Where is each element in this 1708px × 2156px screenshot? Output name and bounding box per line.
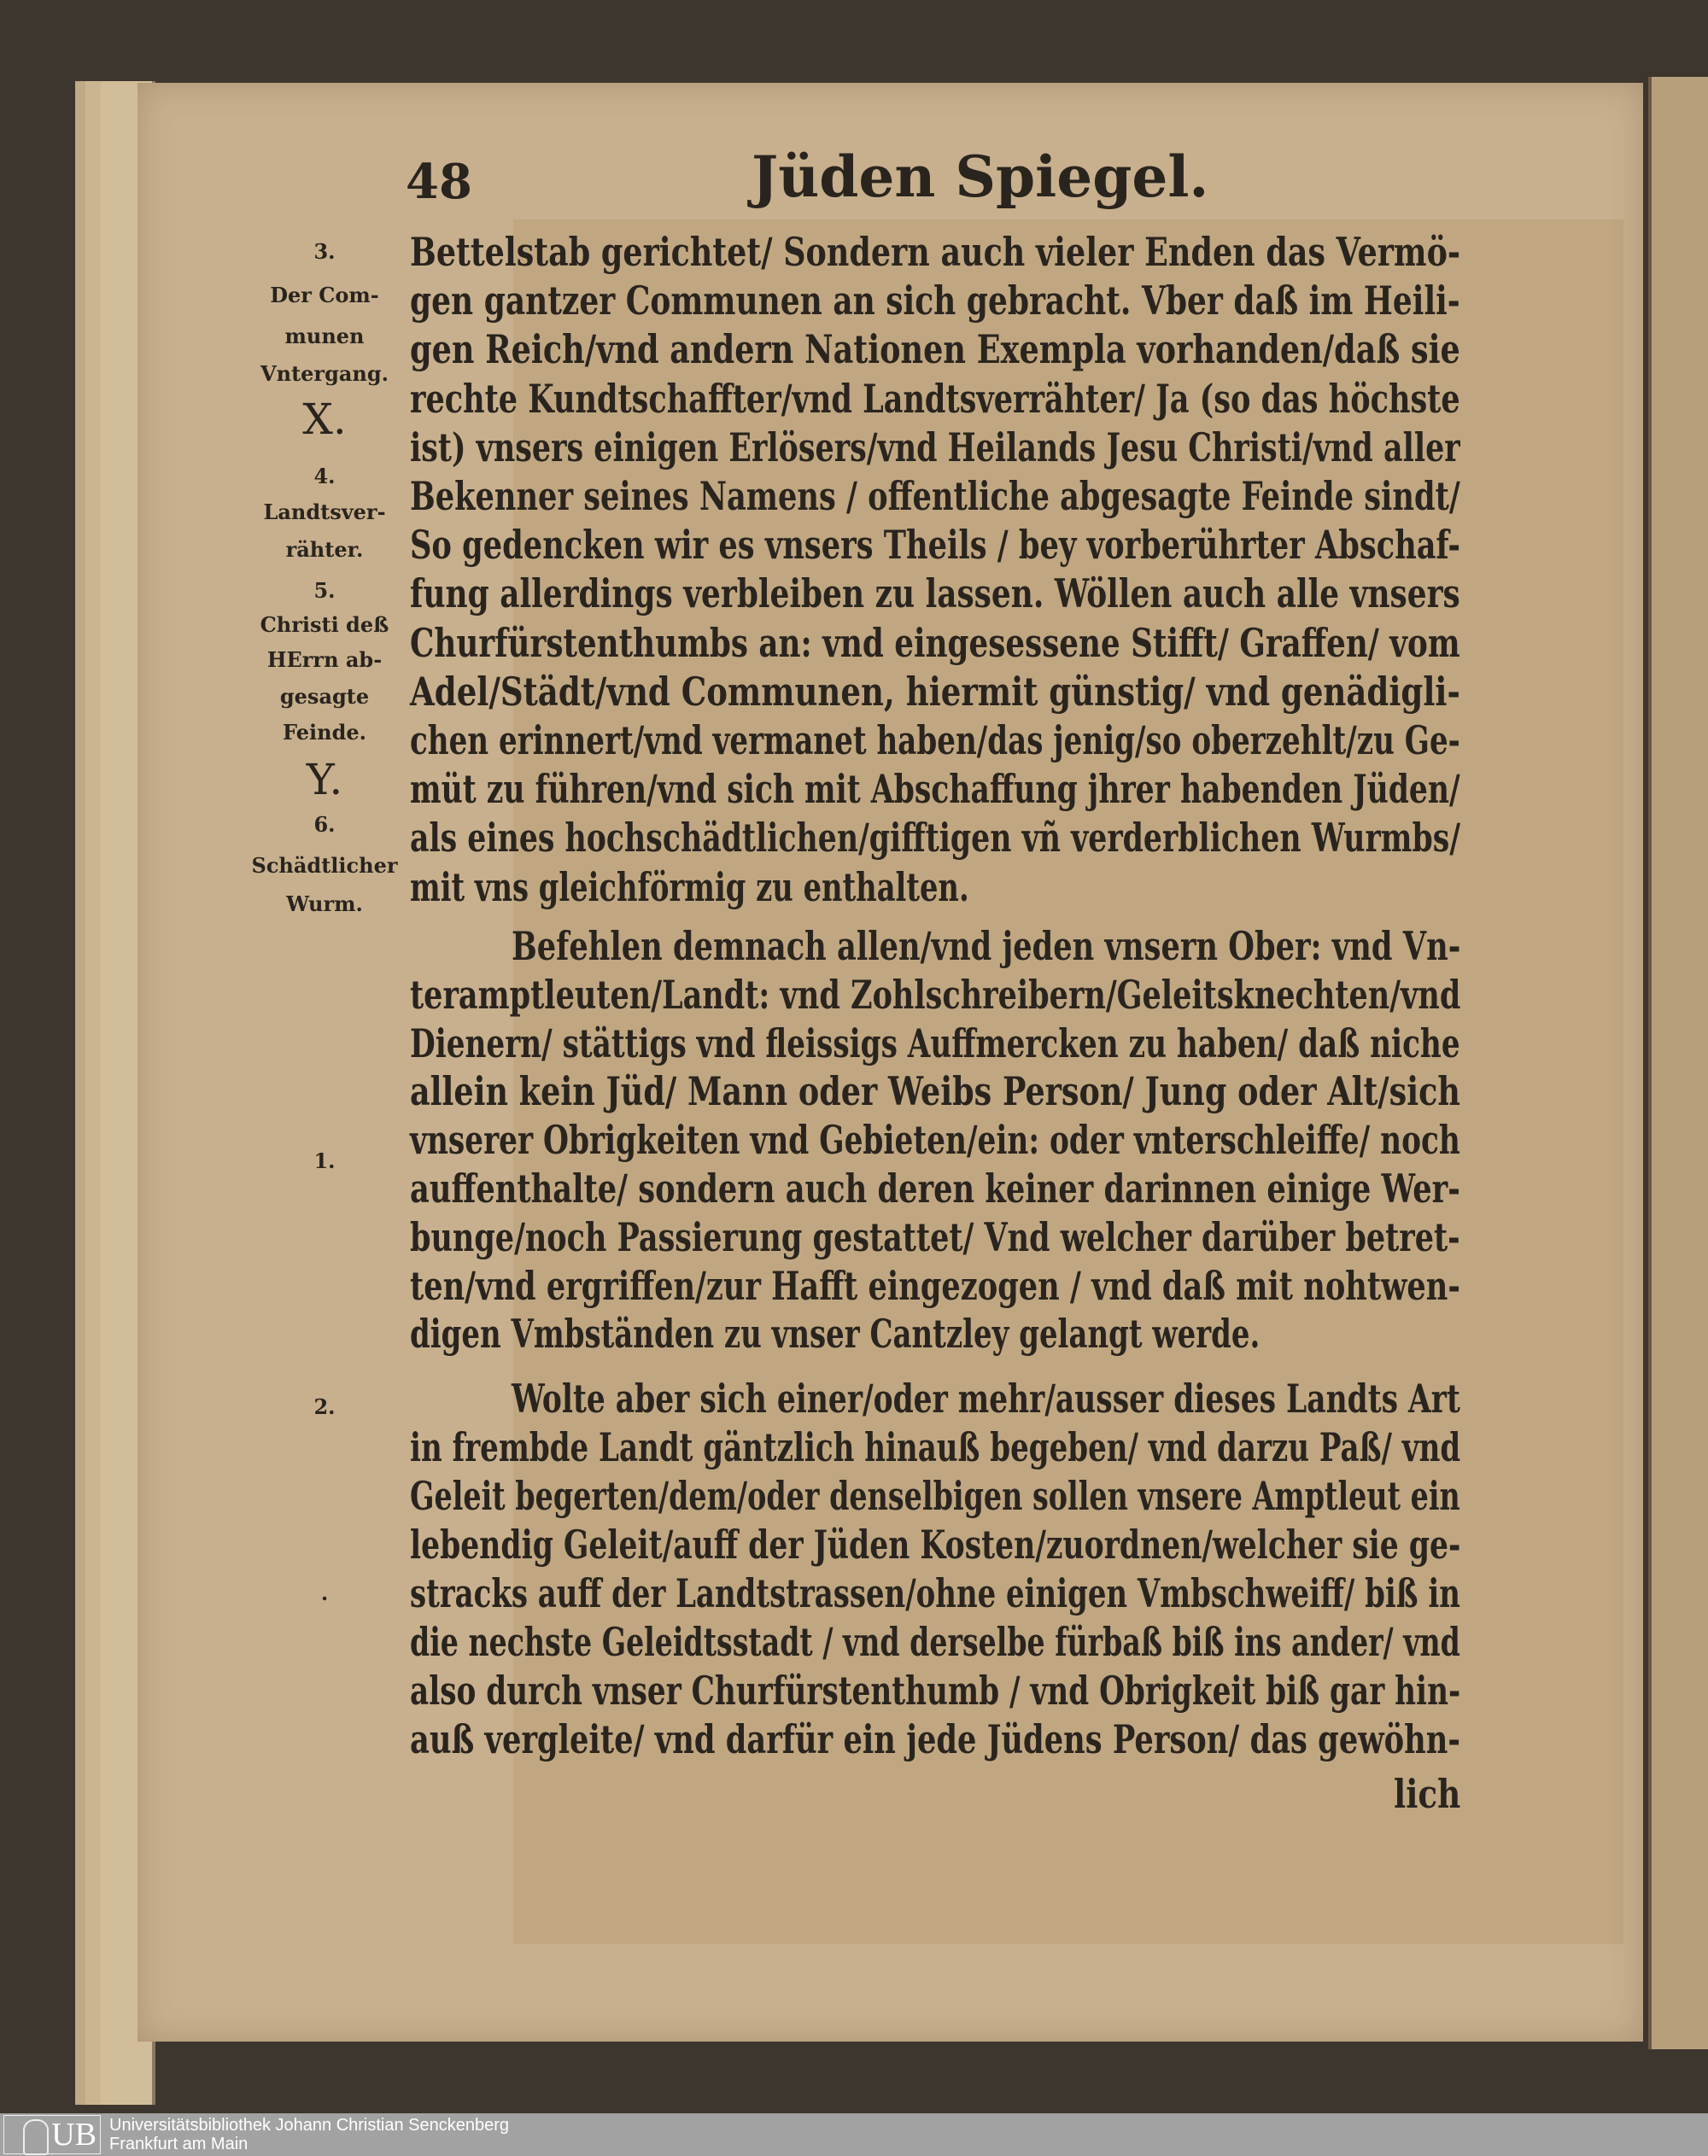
text-line: Dienern/ stättigs vnd fleissigs Auffmercken zu haben/ daß niche <box>410 1020 1460 1066</box>
text-line: digen Vmbständen zu vnser Cantzley gelangt werde. <box>410 1311 1261 1358</box>
margin-note: Der Com- <box>270 283 379 307</box>
text-line: bunge/noch Passierung gestattet/ Vnd welcher darüber betret- <box>410 1213 1460 1260</box>
text-line: allein kein Jüd/ Mann oder Weibs Person/ Jung oder Alt/sich <box>410 1068 1460 1115</box>
margin-note: 3. <box>313 239 336 264</box>
facing-page-edge <box>1648 77 1708 2049</box>
text-line: rechte Kundtschaffter/vnd Landtsverrähter/ Ja (so das höchste <box>410 375 1460 422</box>
text-line: müt zu führen/vnd sich mit Abschaffung jhrer habenden Jüden/ <box>410 766 1460 813</box>
margin-note: Landtsver- <box>263 500 386 524</box>
margin-note: X. <box>302 394 347 444</box>
library-footer <box>0 2113 1708 2156</box>
margin-note: 1. <box>313 1148 336 1173</box>
page-number: 48 <box>406 154 472 210</box>
running-title: Jüden Spiegel. <box>752 143 1209 210</box>
text-line: lebendig Geleit/auff der Jüden Kosten/zuordnen/welcher sie ge- <box>410 1522 1461 1568</box>
margin-note: Feinde. <box>283 720 366 745</box>
margin-note: 5. <box>313 578 336 603</box>
text-line: fung allerdings verbleiben zu lassen. Wöllen auch alle vnsers <box>410 570 1460 617</box>
margin-note: munen <box>284 324 365 348</box>
margin-note: 2. <box>313 1394 336 1419</box>
margin-note: gesagte <box>279 684 370 709</box>
margin-note: Wurm. <box>286 891 363 916</box>
text-line: stracks auff der Landtstrassen/ohne einigen Vmbschweiff/ biß in <box>410 1570 1460 1616</box>
text-line: gen Reich/vnd andern Nationen Exempla vorhanden/daß sie <box>410 326 1460 373</box>
margin-note: rähter. <box>285 537 364 562</box>
text-line: in frembde Landt gäntzlich hinauß begeben/ vnd darzu Paß/ vnd <box>410 1424 1461 1470</box>
text-line: gen gantzer Communen an sich gebracht. Vber daß im Heili- <box>410 278 1460 324</box>
ub-logo[interactable]: UB <box>3 2115 101 2154</box>
text-line: Churfürstenthumbs an: vnd eingesessene Stifft/ Graffen/ vom <box>410 619 1460 666</box>
margin-note: . <box>320 1580 329 1605</box>
text-line: Adel/Städt/vnd Communen, hiermit günstig/ vnd genädigli- <box>410 668 1460 715</box>
text-line: So gedencken wir es vnsers Theils / bey vorberührter Abschaf- <box>410 522 1461 569</box>
margin-note: Christi deß <box>260 612 389 637</box>
portrait-icon <box>23 2119 49 2155</box>
margin-note: 6. <box>313 812 336 837</box>
text-line: Bekenner seines Namens / offentliche abgesagte Feinde sindt/ <box>410 473 1460 519</box>
text-line: die nechste Geleidtsstadt / vnd derselbe fürbaß biß ins ander/ vnd <box>410 1619 1460 1665</box>
text-line: Bettelstab gerichtet/ Sondern auch vieler Enden das Vermö- <box>410 229 1461 275</box>
margin-note: Vntergang. <box>260 361 389 386</box>
margin-note: Schädtlicher <box>251 853 398 878</box>
text-line: Befehlen demnach allen/vnd jeden vnsern Ober: vnd Vn- <box>512 923 1461 969</box>
text-line: ten/vnd ergriffen/zur Hafft eingezogen / vnd daß mit nohtwen- <box>410 1262 1460 1309</box>
margin-note: HErrn ab- <box>266 647 383 672</box>
text-line: auffenthalte/ sondern auch deren keiner darinnen einige Wer- <box>410 1166 1460 1212</box>
text-line: mit vns gleichförmig zu enthalten. <box>410 863 969 910</box>
text-line: vnserer Obrigkeiten vnd Gebieten/ein: oder vnterschleiffe/ noch <box>410 1117 1460 1164</box>
text-line: chen erinnert/vnd vermanet haben/das jenig/so oberzehlt/zu Ge- <box>410 717 1460 763</box>
text-line: also durch vnser Churfürstenthumb / vnd Obrigkeit biß gar hin- <box>410 1668 1461 1714</box>
margin-note: Y. <box>306 755 343 804</box>
text-line: Geleit begerten/dem/oder denselbigen sollen vnsere Amptleut ein <box>410 1473 1460 1519</box>
institution-name: Universitätsbibliothek Johann Christian Senckenberg <box>109 2116 510 2135</box>
text-line: teramptleuten/Landt: vnd Zohlschreibern/Geleitsknechten/vnd <box>410 971 1461 1018</box>
text-line: Wolte aber sich einer/oder mehr/ausser dieses Landts Art <box>512 1376 1460 1422</box>
margin-note: 4. <box>313 464 336 488</box>
text-line: als eines hochschädtlichen/gifftigen vñ verderblichen Wurmbs/ <box>410 815 1461 862</box>
text-line: auß vergleite/ vnd darfür ein jede Jüdens Person/ das gewöhn- <box>410 1716 1461 1762</box>
institution-location: Frankfurt am Main <box>109 2135 249 2153</box>
text-line: ist) vnsers einigen Erlösers/vnd Heilands Jesu Christi/vnd aller <box>410 424 1460 470</box>
catchword: lich <box>1394 1771 1461 1817</box>
